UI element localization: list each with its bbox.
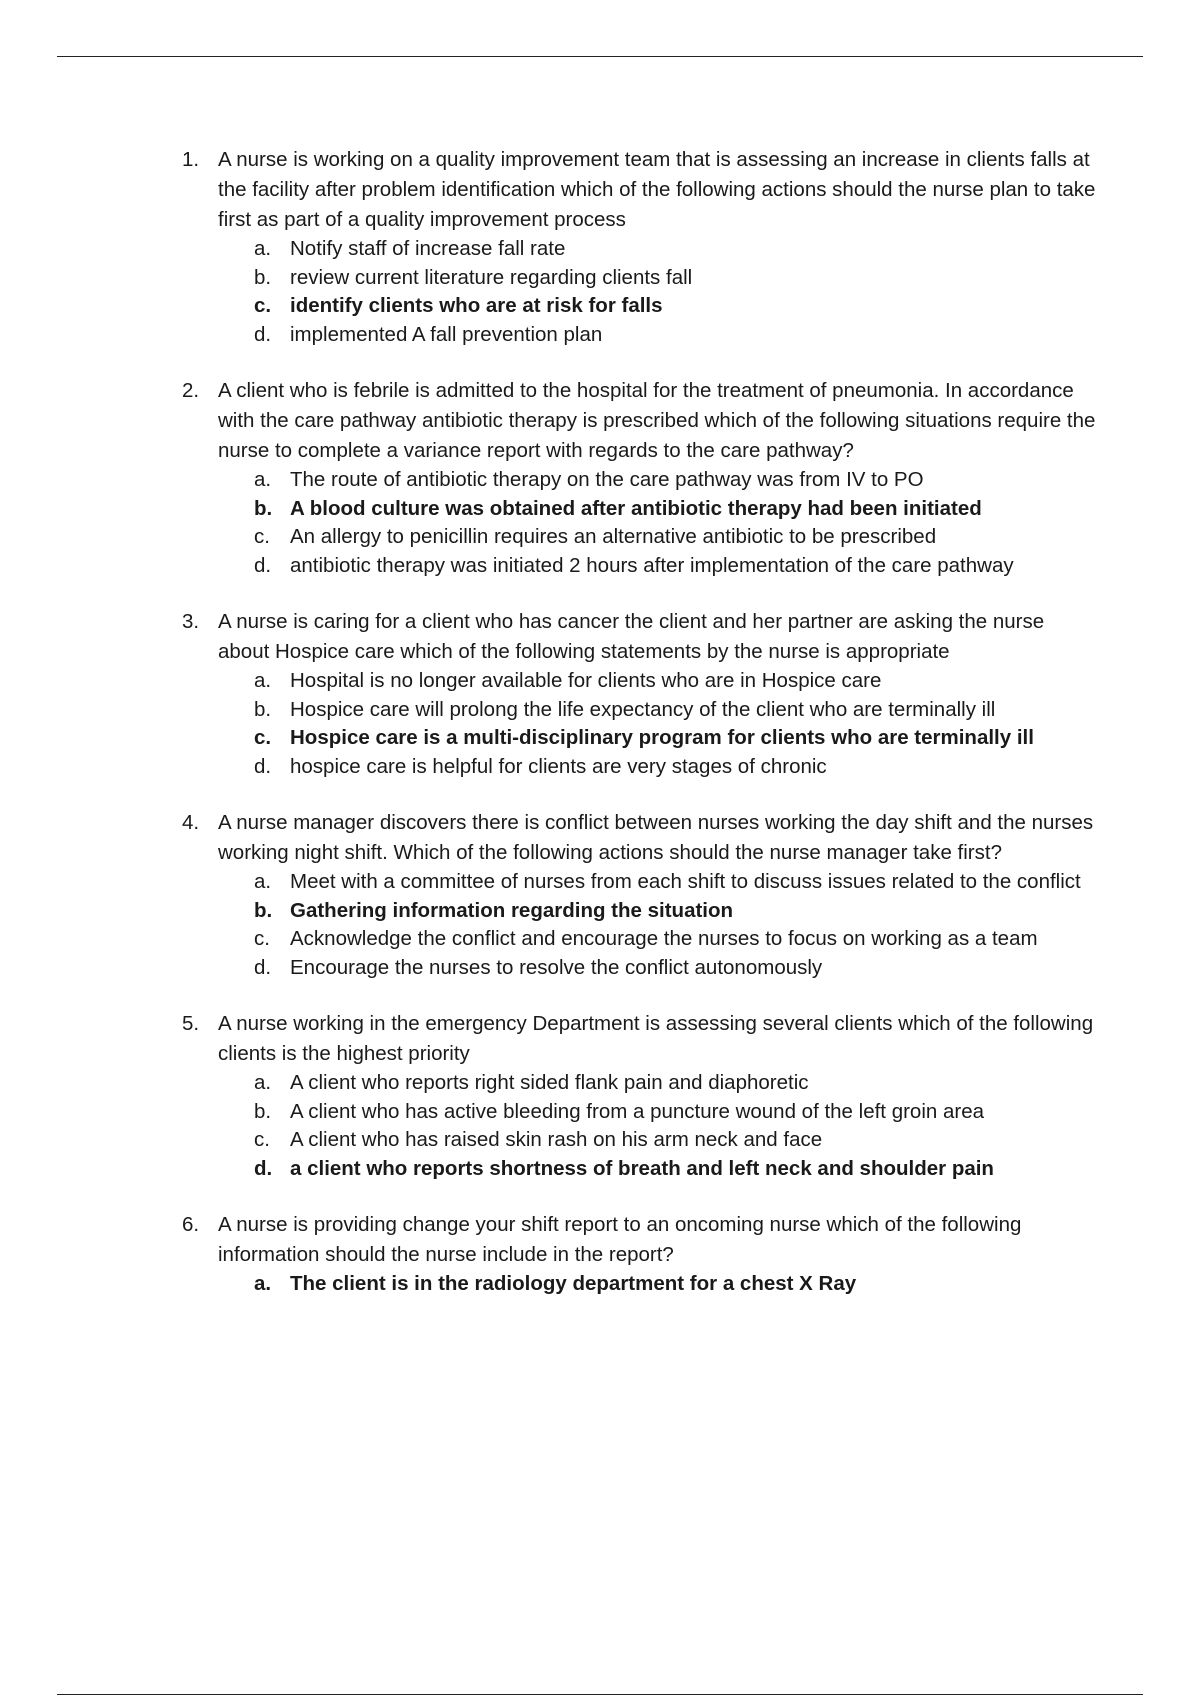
option-text: Meet with a committee of nurses from each shift to discuss issues related to the conflict	[290, 870, 1081, 893]
option-letter: c.	[254, 525, 270, 548]
answer-option	[0, 321, 1200, 350]
option-text: Acknowledge the conflict and encourage the nurses to focus on working as a team	[290, 927, 1038, 950]
question-number: 4.	[182, 811, 200, 834]
answer-option-correct	[0, 724, 1200, 753]
question-6	[0, 1210, 1200, 1299]
answer-option-correct	[0, 495, 1200, 524]
option-text: A client who reports right sided flank pain and diaphoretic	[290, 1071, 809, 1094]
option-letter: c.	[254, 294, 272, 317]
option-text: review current literature regarding clients fall	[290, 265, 693, 289]
answer-option	[0, 552, 1200, 581]
answer-option-correct	[0, 292, 1200, 321]
question-number: 5.	[182, 1012, 200, 1035]
answer-option	[0, 264, 1200, 293]
option-text: identify clients who are at risk for falls	[290, 294, 663, 317]
option-text: Hospice care is a multi-disciplinary program for clients who are terminally ill	[290, 726, 1034, 749]
answer-option	[0, 1126, 1200, 1155]
option-text: The client is in the radiology department for a chest X Ray	[290, 1272, 857, 1295]
option-text: Notify staff of increase fall rate	[290, 237, 566, 260]
question-3	[0, 607, 1200, 781]
option-text: A client who has raised skin rash on his arm neck and face	[290, 1128, 823, 1151]
answer-options	[0, 235, 1200, 349]
answer-option	[0, 1098, 1200, 1127]
option-text: Gathering information regarding the situation	[290, 898, 734, 922]
option-letter: d.	[254, 1156, 273, 1180]
question-1	[0, 145, 1200, 349]
answer-option-correct	[0, 897, 1200, 926]
question-text: A nurse manager discovers there is conflict between nurses working the day shift and the nurses working night shift. Which of the following actions should the nurse manager take first?	[218, 811, 1094, 864]
option-text: Encourage the nurses to resolve the conflict autonomously	[290, 955, 823, 979]
option-letter: b.	[254, 496, 273, 520]
option-text: An allergy to penicillin requires an alternative antibiotic to be prescribed	[290, 525, 937, 548]
option-letter: a.	[254, 870, 272, 893]
answer-option	[0, 1069, 1200, 1098]
option-text: A blood culture was obtained after antibiotic therapy had been initiated	[290, 496, 982, 520]
option-text: hospice care is helpful for clients are very stages of chronic	[290, 754, 827, 778]
question-text: A client who is febrile is admitted to the hospital for the treatment of pneumonia. In accordance with the care pathway antibiotic therapy is prescribed which of the following situations require the nurse to complete a variance report with regards to the care pathway?	[218, 379, 1096, 462]
answer-options	[0, 667, 1200, 781]
answer-option	[0, 925, 1200, 954]
option-text: Hospital is no longer available for clients who are in Hospice care	[290, 669, 882, 692]
question-number: 3.	[182, 610, 200, 633]
option-letter: d.	[254, 754, 272, 778]
option-text: antibiotic therapy was initiated 2 hours after implementation of the care pathway	[290, 553, 1014, 577]
question-number: 1.	[182, 148, 200, 171]
header-rule	[57, 56, 1143, 57]
answer-option	[0, 466, 1200, 495]
option-letter: b.	[254, 697, 272, 721]
answer-option	[0, 868, 1200, 897]
option-letter: c.	[254, 1128, 270, 1151]
option-text: implemented A fall prevention plan	[290, 322, 603, 346]
answer-option	[0, 954, 1200, 983]
option-letter: a.	[254, 1071, 272, 1094]
footer-rule	[57, 1694, 1143, 1695]
answer-option	[0, 667, 1200, 696]
question-text: A nurse is providing change your shift report to an oncoming nurse which of the following information should the nurse include in the report?	[218, 1213, 1022, 1266]
question-text: A nurse working in the emergency Department is assessing several clients which of the following clients is the highest priority	[218, 1012, 1094, 1065]
question-2	[0, 376, 1200, 580]
option-letter: c.	[254, 726, 272, 749]
question-number: 6.	[182, 1213, 200, 1236]
option-text: Hospice care will prolong the life expectancy of the client who are terminally ill	[290, 697, 996, 721]
answer-options	[0, 466, 1200, 580]
answer-option	[0, 523, 1200, 552]
option-letter: d.	[254, 322, 272, 346]
question-4	[0, 808, 1200, 982]
option-text: a client who reports shortness of breath and left neck and shoulder pain	[290, 1156, 994, 1180]
question-text: A nurse is working on a quality improvement team that is assessing an increase in clients falls at the facility after problem identification which of the following actions should the nurse plan to take first as part of a quality improvement process	[218, 148, 1096, 231]
option-letter: b.	[254, 1099, 272, 1123]
option-text: A client who has active bleeding from a puncture wound of the left groin area	[290, 1099, 985, 1123]
answer-option-correct	[0, 1155, 1200, 1184]
answer-option	[0, 753, 1200, 782]
option-text: The route of antibiotic therapy on the care pathway was from IV to PO	[290, 468, 924, 491]
answer-options	[0, 1069, 1200, 1183]
option-letter: b.	[254, 898, 273, 922]
question-number: 2.	[182, 379, 200, 402]
answer-option	[0, 696, 1200, 725]
option-letter: a.	[254, 237, 272, 260]
question-list	[0, 145, 1200, 1326]
option-letter: c.	[254, 927, 270, 950]
option-letter: d.	[254, 955, 272, 979]
answer-option-correct	[0, 1270, 1200, 1299]
question-text: A nurse is caring for a client who has cancer the client and her partner are asking the nurse about Hospice care which of the following statements by the nurse is appropriate	[218, 610, 1045, 663]
option-letter: a.	[254, 468, 272, 491]
option-letter: b.	[254, 265, 272, 289]
option-letter: a.	[254, 669, 272, 692]
answer-option	[0, 235, 1200, 264]
option-letter: a.	[254, 1272, 272, 1295]
question-5	[0, 1009, 1200, 1183]
option-letter: d.	[254, 553, 272, 577]
answer-options	[0, 1270, 1200, 1299]
answer-options	[0, 868, 1200, 982]
